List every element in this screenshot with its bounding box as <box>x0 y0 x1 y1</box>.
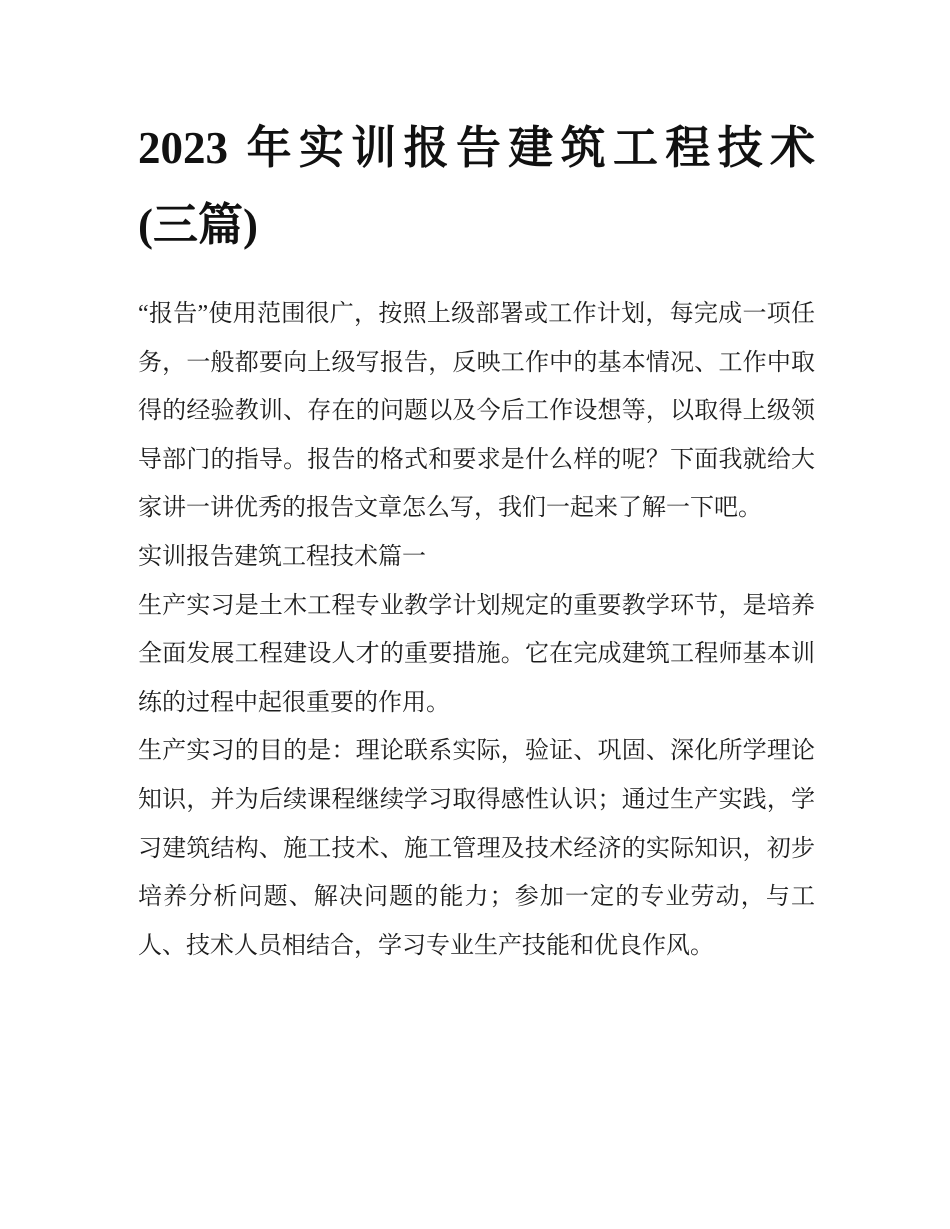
section-heading-part-one: 实训报告建筑工程技术篇一 <box>138 543 426 570</box>
paragraph-report-intro: “报告”使用范围很广，按照上级部署或工作计划，每完成一项任务，一般都要向上级写报告，反映工作中的基本情况、工作中取得的经验教训、存在的问题以及今后工作设想等，以取得上级领导部门的指导。报告的格式和要求是什么样的呢？下面我就给大家讲一讲优秀的报告文章怎么写，我们一起来了解一下吧。 <box>138 301 815 522</box>
document-title-line-2: (三篇) <box>138 200 258 250</box>
document-body <box>138 290 815 970</box>
document-title <box>138 110 815 264</box>
paragraph-internship-overview: 生产实习是土木工程专业教学计划规定的重要教学环节，是培养全面发展工程建设人才的重要措施。它在完成建筑工程师基本训练的过程中起很重要的作用。 <box>138 592 815 716</box>
paragraph-internship-purpose: 生产实习的目的是：理论联系实际，验证、巩固、深化所学理论知识，并为后续课程继续学习取得感性认识；通过生产实践，学习建筑结构、施工技术、施工管理及技术经济的实际知识，初步培养分析问题、解决问题的能力；参加一定的专业劳动，与工人、技术人员相结合，学习专业生产技能和优良作风。 <box>138 738 815 959</box>
document-title-line-1: 2023 年实训报告建筑工程技术 <box>138 123 815 173</box>
